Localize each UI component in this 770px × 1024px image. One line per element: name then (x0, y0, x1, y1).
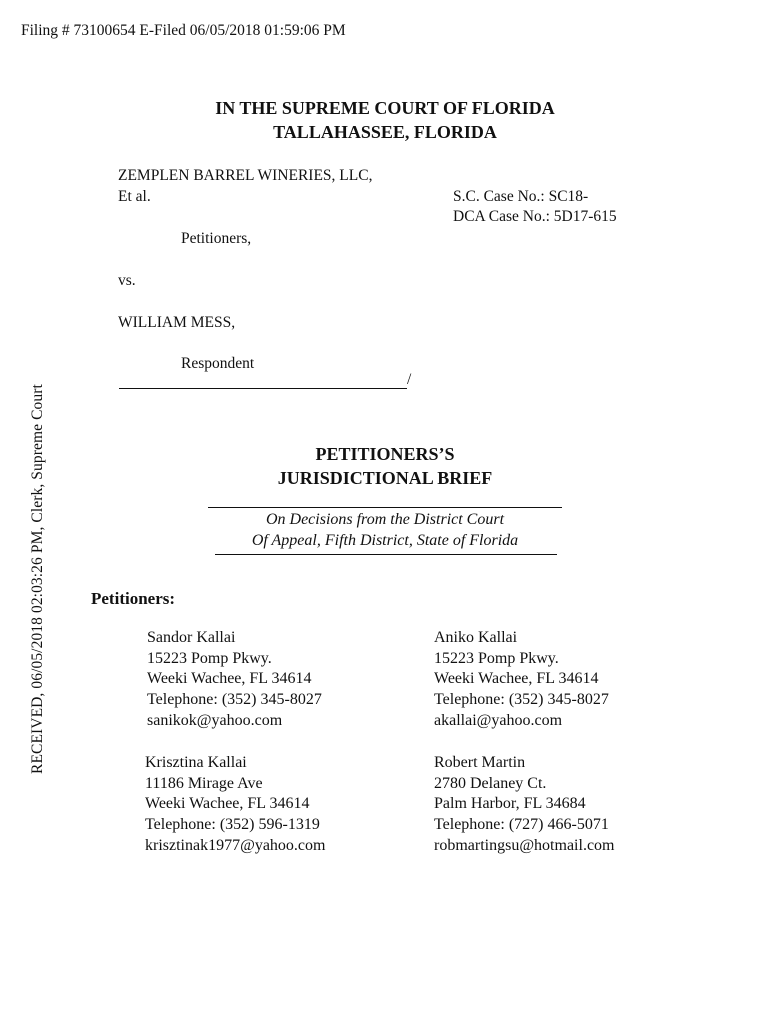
brief-title-line1: PETITIONERS’S (315, 444, 455, 464)
dca-case-number: DCA Case No.: 5D17-615 (453, 208, 617, 225)
contact-name: Aniko Kallai (434, 629, 518, 646)
signature-line (119, 388, 407, 389)
petitioner-name: ZEMPLEN BARREL WINERIES, LLC, (118, 167, 373, 184)
court-title-line2: TALLAHASSEE, FLORIDA (273, 122, 497, 142)
received-stamp: RECEIVED, 06/05/2018 02:03:26 PM, Clerk, Supreme Court (29, 384, 46, 774)
contact-city: Weeki Wachee, FL 34614 (147, 670, 312, 688)
brief-subtitle (0, 509, 770, 551)
court-title-line1: IN THE SUPREME COURT OF FLORIDA (215, 98, 555, 118)
contact-city: Weeki Wachee, FL 34614 (145, 795, 310, 813)
petitioners-heading: Petitioners: (91, 589, 176, 608)
contact-block (145, 753, 325, 857)
et-al: Et al. (118, 188, 151, 205)
contact-address: 2780 Delaney Ct. (434, 774, 547, 792)
contact-block (434, 753, 614, 857)
contact-block (147, 628, 322, 732)
court-title (0, 96, 770, 144)
contact-phone: Telephone: (352) 345-8027 (434, 691, 609, 709)
contact-phone: Telephone: (352) 345-8027 (147, 691, 322, 709)
versus: vs. (118, 272, 136, 289)
contact-address: 15223 Pomp Pkwy. (147, 649, 272, 667)
brief-title (0, 442, 770, 490)
contact-name: Krisztina Kallai (145, 754, 247, 771)
contact-address: 15223 Pomp Pkwy. (434, 649, 559, 667)
contact-city: Palm Harbor, FL 34684 (434, 795, 586, 813)
contact-email: robmartingsu@hotmail.com (434, 836, 615, 854)
filing-header: Filing # 73100654 E-Filed 06/05/2018 01:59:06 PM (21, 22, 346, 39)
subtitle-line1: On Decisions from the District Court (265, 511, 505, 528)
contact-block (434, 628, 609, 732)
contact-name: Robert Martin (434, 754, 526, 771)
brief-title-line2: JURISDICTIONAL BRIEF (277, 468, 493, 488)
subtitle-rule-bottom (215, 554, 557, 555)
subtitle-line2: Of Appeal, Fifth District, State of Florida (251, 532, 519, 549)
contact-city: Weeki Wachee, FL 34614 (434, 670, 599, 688)
sc-case-number: S.C. Case No.: SC18- (453, 188, 589, 205)
case-numbers (453, 187, 617, 227)
signature-slash: / (407, 371, 412, 388)
contact-phone: Telephone: (727) 466-5071 (434, 816, 609, 834)
respondent-name: WILLIAM MESS, (118, 314, 236, 331)
contact-email: akallai@yahoo.com (434, 711, 563, 729)
subtitle-rule-top (208, 507, 562, 508)
petitioner-role: Petitioners, (181, 230, 252, 247)
contact-email: krisztinak1977@yahoo.com (145, 836, 326, 854)
contact-address: 11186 Mirage Ave (145, 774, 263, 792)
contact-name: Sandor Kallai (147, 629, 236, 646)
contact-email: sanikok@yahoo.com (147, 711, 283, 729)
respondent-role: Respondent (181, 355, 255, 372)
contact-phone: Telephone: (352) 596-1319 (145, 816, 320, 834)
